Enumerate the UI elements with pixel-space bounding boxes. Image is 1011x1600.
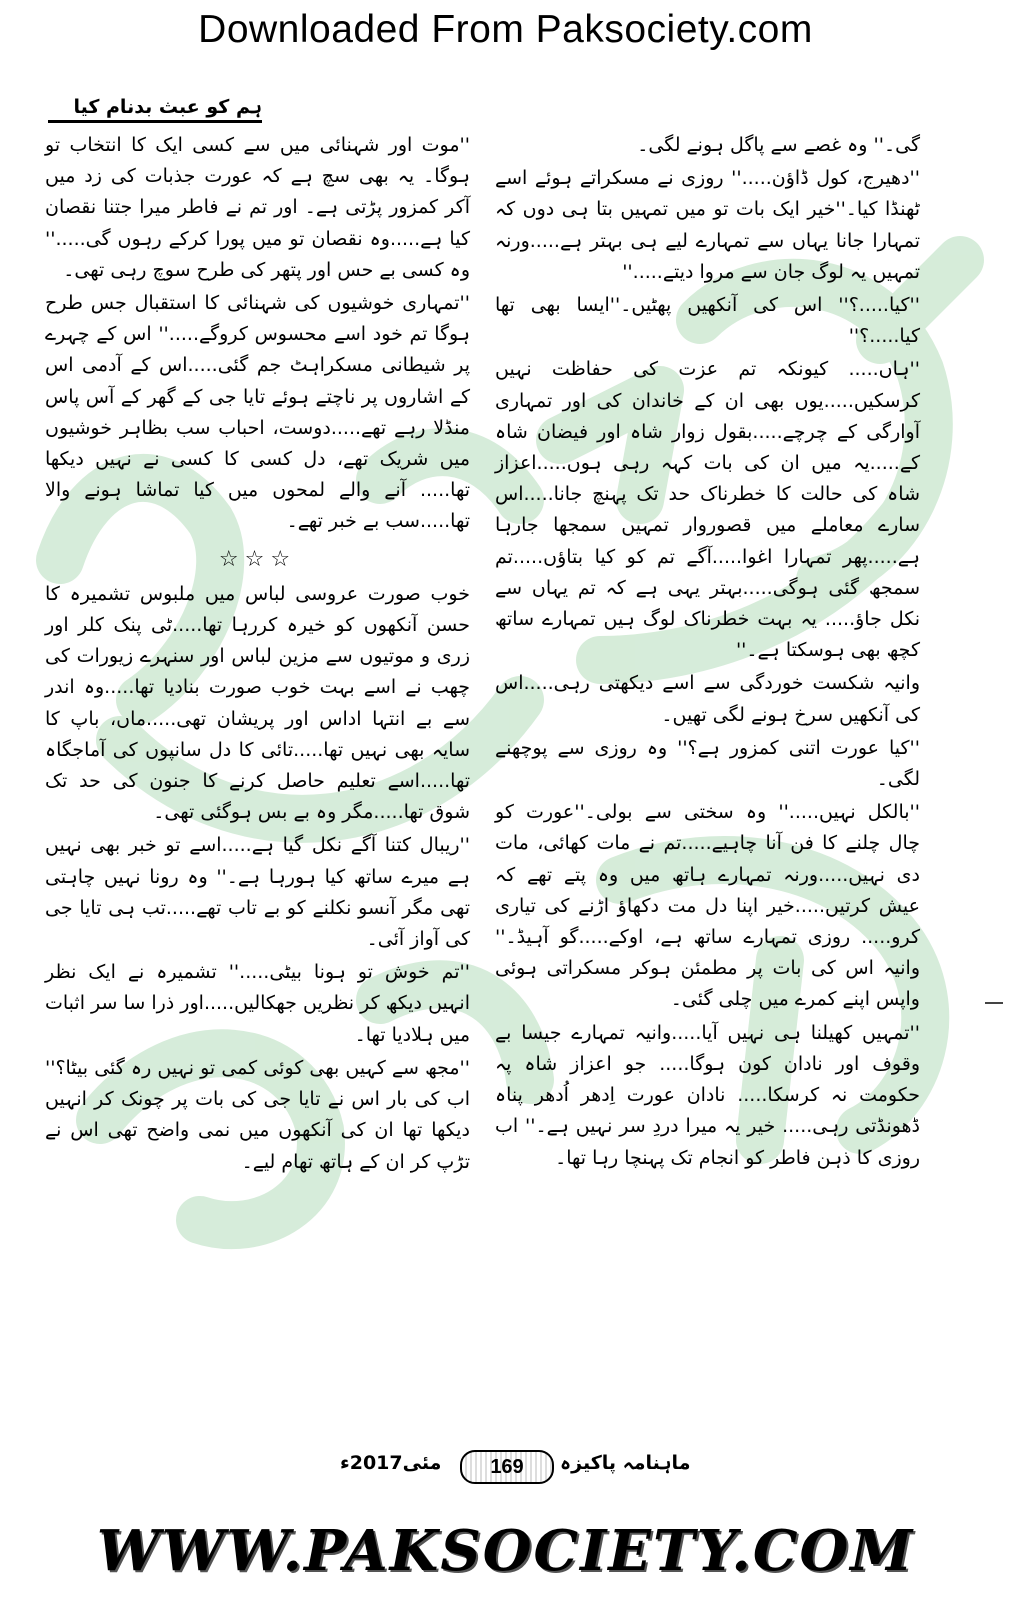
paragraph: ''ہاں..... کیونکہ تم عزت کی حفاظت نہیں کرسکیں.....یوں بھی ان کے خاندان کی اور تمہاری آوارگی کے چرچے.....بقول زوار شاہ اور فیضان شاہ کے.....یہ میں ان کی بات کہہ رہی ہوں.....اعزاز شاہ کی حالت کا خطرناک حد تک پہنچ جانا.....اس سارے معاملے میں قصوروار تمہیں سمجھا جارہا ہے.....پھر تمہارا اغوا.....آگے تم کو کیا بتاؤں.....تم سمجھ گئی ہوگی.....بہتر یہی ہے کہ تم یہاں سے نکل جاؤ..... یہ بہت خطرناک لوگ ہیں تمہارے ساتھ کچھ بھی ہوسکتا ہے۔'' <box>495 358 920 662</box>
site-url-banner: WWW.PAKSOCIETY.COM <box>96 1518 915 1584</box>
paragraph: وانیہ شکست خوردگی سے اسے دیکھتی رہی.....اس کی آنکھیں سرخ ہونے لگی تھیں۔ <box>495 672 920 726</box>
magazine-name: ماہنامہ پاکیزہ <box>560 1452 691 1474</box>
paragraph: ''تمہاری خوشیوں کی شہنائی کا استقبال جس طرح ہوگا تم خود اسے محسوس کروگے.....'' اس کے چہرے پر شیطانی مسکراہٹ جم گئی.....اس کے آدمی اس کے اشاروں پر ناچتے ہوئے تایا جی کے گھر کے آس پاس منڈلا رہے تھے.....دوست، احباب سب بظاہر خوشیوں میں شریک تھے، دل کسی کا کسی نے نہیں دیکھا تھا..... آنے والے لمحوں میں کیا تماشا ہونے والا تھا.....سب بے خبر تھے۔ <box>45 292 470 533</box>
page-footer <box>0 1450 1011 1490</box>
page-number: 169 <box>460 1450 554 1484</box>
section-break-stars: ☆☆☆ <box>218 546 297 572</box>
paragraph: ''موت اور شہنائی میں سے کسی ایک کا انتخاب تو ہوگا۔ یہ بھی سچ ہے کہ عورت جذبات کی زد میں آکر کمزور پڑتی ہے۔ اور تم نے فاطر میرا جتنا نقصان کیا ہے.....وہ نقصان تو میں پورا کرکے رہوں گی.....'' وہ کسی بے حس اور پتھر کی طرح سوچ رہی تھی۔ <box>45 134 470 281</box>
paragraph: ''ریبال کتنا آگے نکل گیا ہے.....اسے تو خبر بھی نہیں ہے میرے ساتھ کیا ہورہا ہے۔'' وہ رونا نہیں چاہتی تھی مگر آنسو نکلنے کو بے تاب تھے.....تب ہی تایا جی کی آواز آئی۔ <box>45 834 470 951</box>
paragraph: ''کیا.....؟'' اس کی آنکھیں پھٹیں۔''ایسا بھی تھا کیا.....؟'' <box>495 294 920 348</box>
paragraph: ''بالکل نہیں.....'' وہ سختی سے بولی۔''عورت کو چال چلنے کا فن آنا چاہیے.....تم نے مات کھائی، مات دی نہیں.....ورنہ تمہارے ہاتھ میں وہ پتے تھے کہ عیش کرتیں.....خیر اپنا دل مت دکھاؤ اڑنے کی تیاری کرو..... روزی تمہارے ساتھ ہے، اوکے.....گو آہیڈ۔'' وانیہ اس کی بات پر مطمئن ہوکر مسکراتی ہوئی واپس اپنے کمرے میں چلی گئی۔ <box>495 801 920 1011</box>
paragraph: خوب صورت عروسی لباس میں ملبوس تشمیرہ کا حسن آنکھوں کو خیرہ کررہا تھا.....ٹی پنک کلر اور زری و موتیوں سے مزین لباس اور سنہرے زیورات کی چھب نے اسے بہت خوب صورت بنادیا تھا.....وہ اندر سے بے انتہا اداس اور پریشان تھی.....ماں، باپ کا سایہ بھی نہیں تھا.....تائی کا دل سانپوں کی آماجگاہ تھا.....اسے تعلیم حاصل کرنے کا جنون کی حد تک شوق تھا.....مگر وہ بے بس ہوگئی تھی۔ <box>45 582 470 824</box>
right-text-column <box>495 130 920 1450</box>
paragraph: گی۔'' وہ غصے سے پاگل ہونے لگی۔ <box>637 134 920 156</box>
issue-date: مئی2017ء <box>340 1452 442 1474</box>
left-text-column <box>45 130 470 1450</box>
paragraph: ''مجھ سے کہیں بھی کوئی کمی تو نہیں رہ گئی بیٹا؟'' اب کی بار اس نے تایا جی کی بات پر چونک کر انہیں دیکھا تھا ان کی آنکھوں میں نمی واضح تھی اس نے تڑپ کر ان کے ہاتھ تھام لیے۔ <box>45 1056 470 1173</box>
paragraph: ''دھیرج، کول ڈاؤن.....'' روزی نے مسکراتے ہوئے اسے ٹھنڈا کیا۔''خیر ایک بات تو میں تمہیں بتا ہی دوں کہ تمہارا جانا یہاں سے تمہارے لیے ہی بہتر ہے.....ورنہ تمہیں یہ لوگ جان سے مروا دیتے.....'' <box>495 167 920 283</box>
paragraph: ''تم خوش تو ہونا بیٹی.....'' تشمیرہ نے ایک نظر انہیں دیکھ کر نظریں جھکالیں.....اور ذرا سا سر اثبات میں ہلادیا تھا۔ <box>45 961 470 1046</box>
paragraph: ''تمہیں کھیلنا ہی نہیں آیا.....وانیہ تمہارے جیسا بے وقوف اور نادان کون ہوگا..... جو اعزاز شاہ پہ حکومت نہ کرسکا..... نادان عورت اِدھر اُدھر پناہ ڈھونڈتی رہی..... خیر یہ میرا دردِ سر نہیں ہے۔'' اب روزی کا ذہن فاطر کو انجام تک پہنچا رہا تھا۔ <box>495 1021 920 1169</box>
paragraph: ''کیا عورت اتنی کمزور ہے؟'' وہ روزی سے پوچھنے لگی۔ <box>495 736 920 791</box>
margin-mark <box>985 1002 1003 1004</box>
download-source-header: Downloaded From Paksociety.com <box>198 8 813 51</box>
section-title: ہم کو عبث بدنام کیا <box>48 96 262 123</box>
